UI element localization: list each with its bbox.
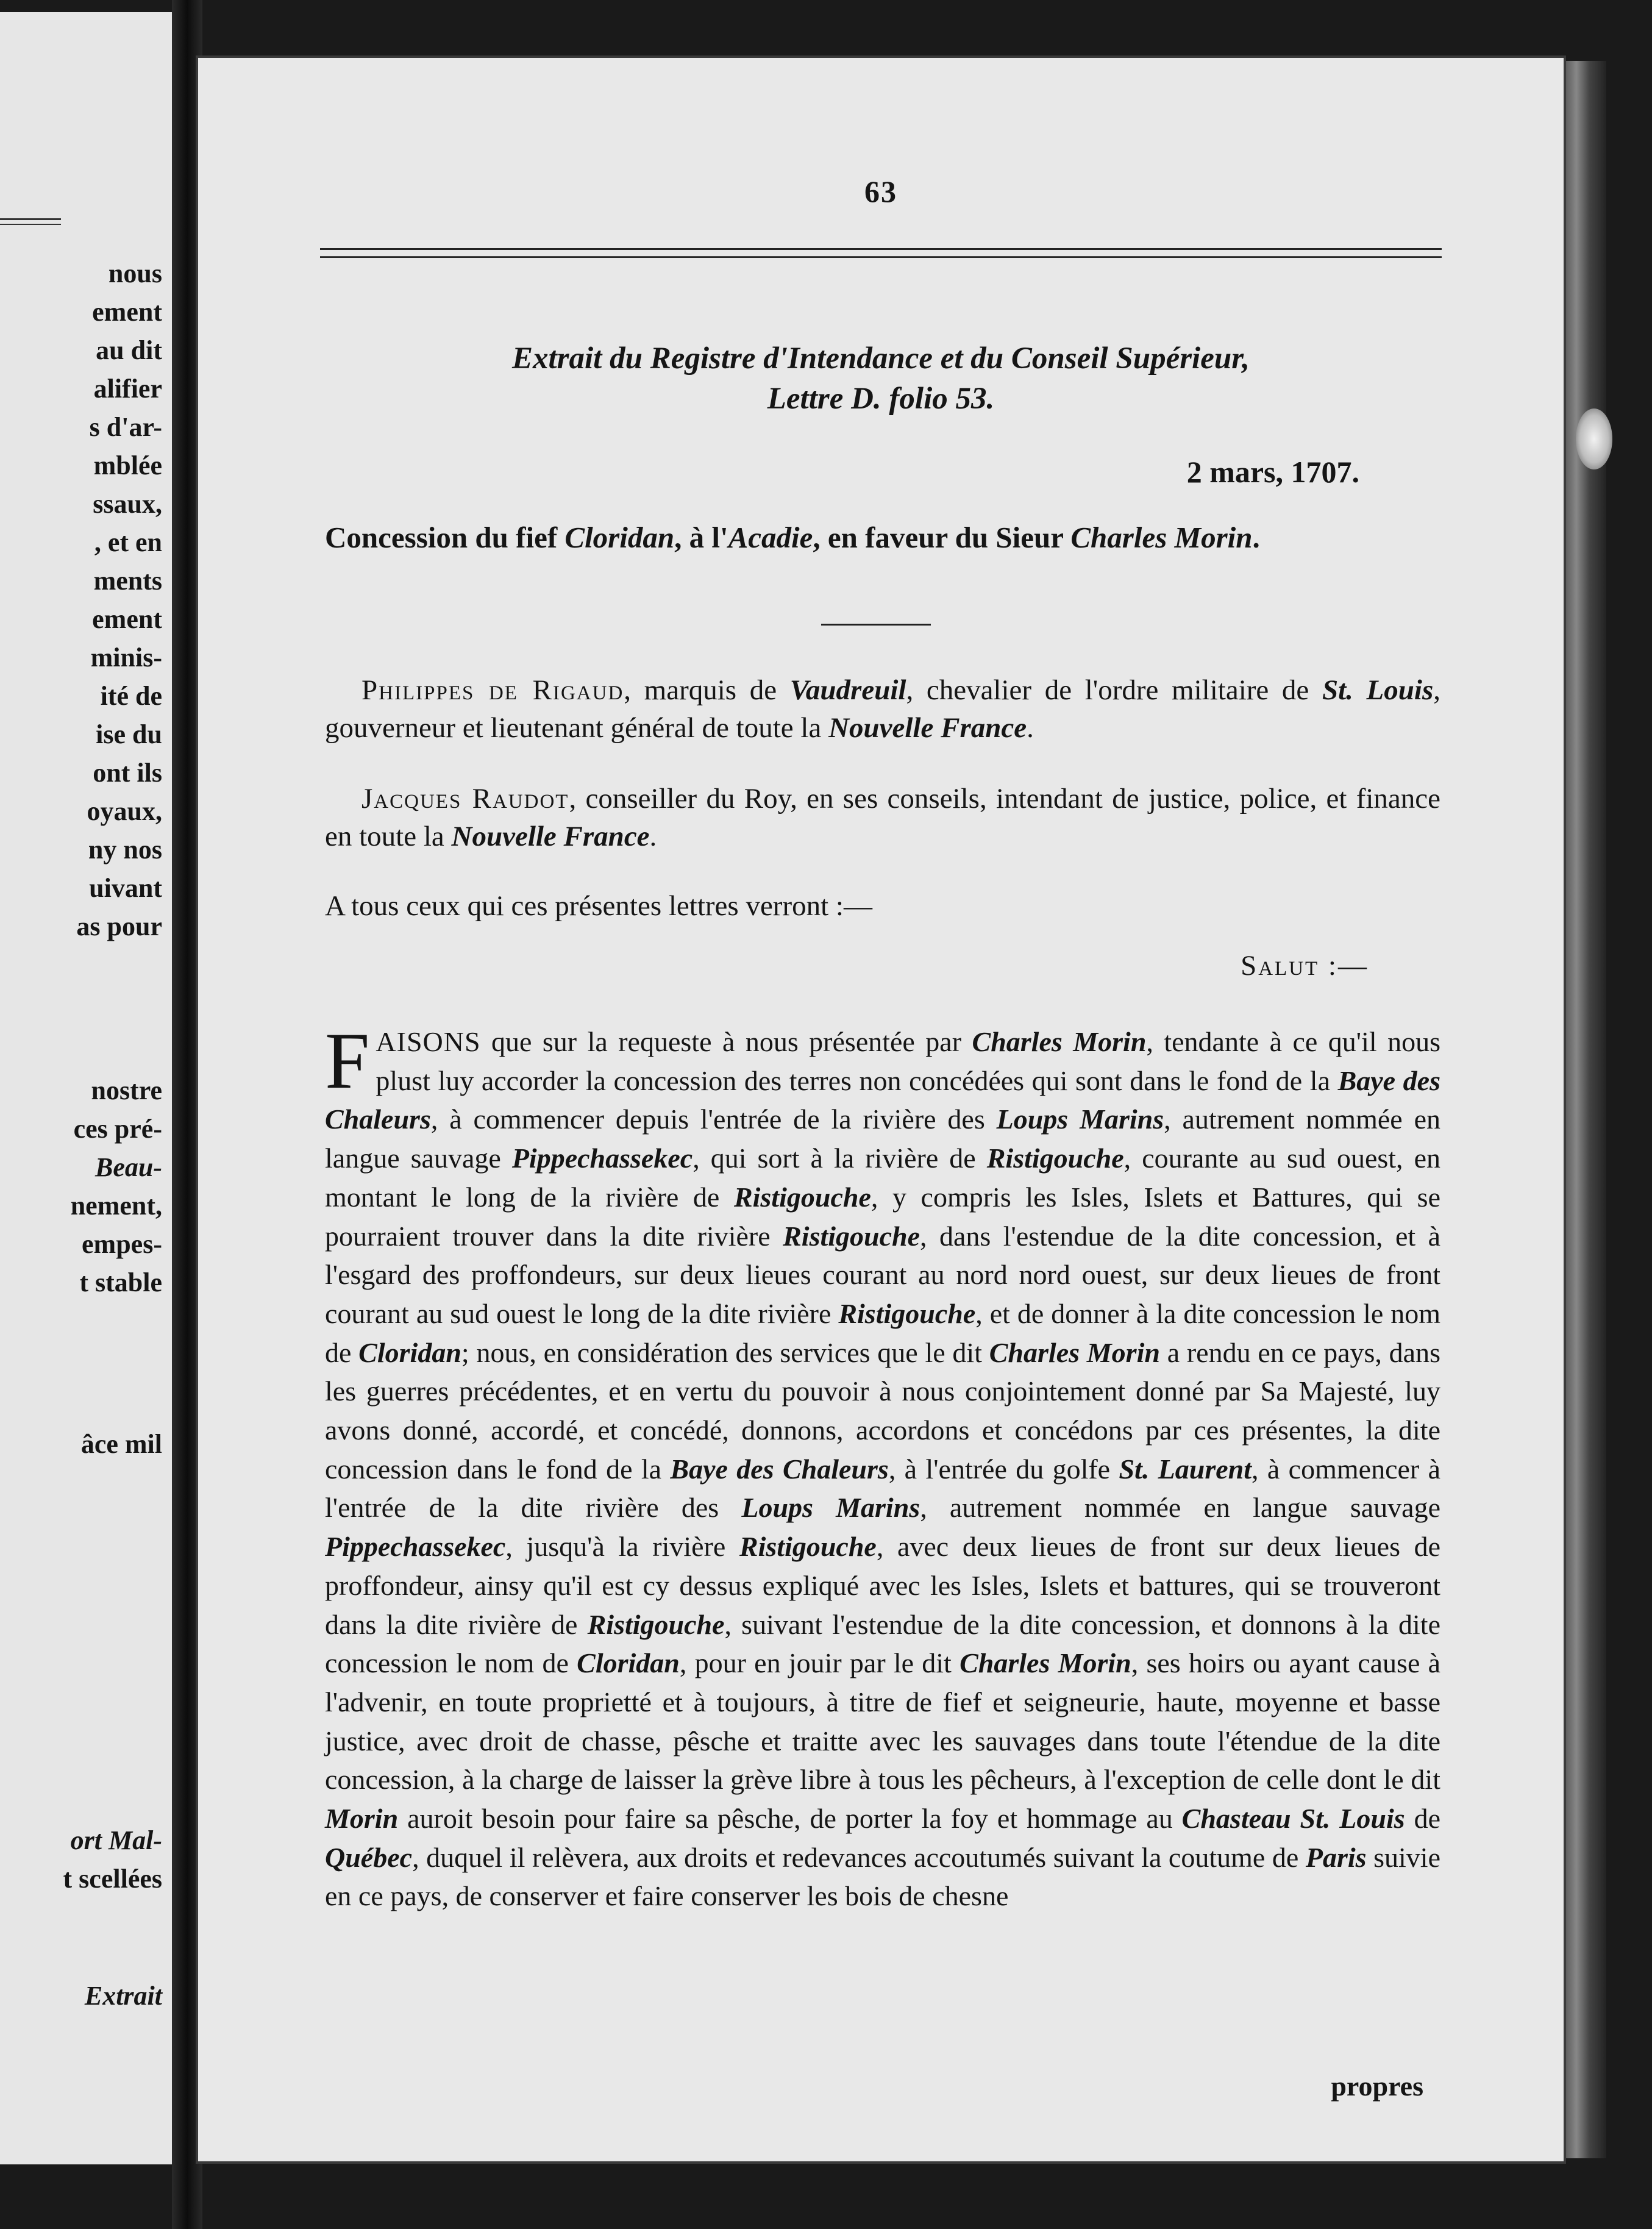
facing-page-fragment: s d'ar- (89, 412, 162, 442)
text-run: a rendu en ce pays, dans les guerres précédentes, et en vertu du pouvoir à nous conjointement donné par Sa Majesté, luy avons donné, accordé, et concédé, donnons, accordons et concédons par ces présentes, la dite concession dans le fond de la (325, 1336, 1440, 1485)
facing-page-fragment: ort Mal- (70, 1825, 162, 1855)
facing-page-fragment: ssaux, (93, 489, 162, 519)
text-run: de (1405, 1803, 1440, 1835)
facing-page-fragment: nostre (91, 1075, 162, 1105)
italic-term: Morin (325, 1803, 399, 1835)
text-run: , avec deux lieues de front sur deux lieues de proffondeur, ainsy qu'il est cy dessus expliqué avec les Isles, Islets et battures, qui se trouveront dans la dite rivière de (325, 1531, 1440, 1640)
facing-page-fragment: empes- (82, 1229, 162, 1259)
italic-term: St. Laurent (1119, 1453, 1252, 1485)
italic-term: Pippechassekec (511, 1143, 693, 1174)
facing-page (0, 12, 172, 2164)
text-run: suivie en ce pays, de conserver et faire conserver les bois de chesne (325, 1841, 1440, 1912)
first-word: AISONS (376, 1026, 481, 1057)
extract-heading (198, 338, 1564, 419)
italic-term: Chasteau St. Louis (1181, 1803, 1405, 1835)
italic-term: Québec (325, 1841, 413, 1873)
text-run: ; nous, en considération des services que le dit (461, 1336, 989, 1368)
facing-page-fragment: t stable (79, 1268, 162, 1297)
italic-term: Ristigouche (986, 1143, 1124, 1174)
text-run: , autrement nommée en langue sauvage (325, 1104, 1440, 1174)
text-run: que sur la requeste à nous présentée par (480, 1026, 972, 1057)
facing-page-fragment: ise du (96, 719, 162, 749)
facing-page-fragment: mblée (93, 451, 162, 480)
text-run: , et de donner à la dite concession le nom de (325, 1297, 1440, 1368)
facing-page-fragment: , et en (94, 527, 162, 557)
facing-page-fragment: âce mil (80, 1429, 162, 1459)
main-page (198, 58, 1564, 2161)
extract-heading-line1: Extrait du Registre d'Intendance et du Conseil Supérieur, (511, 341, 1250, 376)
italic-term: Pippechassekec (325, 1531, 506, 1563)
extract-heading-line2: Lettre D. folio 53. (767, 382, 995, 416)
facing-page-fragment: au dit (96, 335, 162, 365)
text-run: , qui sort à la rivière de (692, 1143, 987, 1174)
italic-term: Loups Marins (741, 1492, 920, 1524)
page-number: 63 (864, 174, 897, 209)
facing-page-fragment: uivant (89, 873, 162, 903)
section-divider (821, 624, 931, 626)
italic-term: Baye des Chaleurs (325, 1065, 1440, 1135)
text-run: , y compris les Isles, Islets et Battures, qui se pourraient trouver dans la dite rivière (325, 1181, 1440, 1252)
italic-term: Paris (1305, 1841, 1367, 1873)
italic-term: Cloridan (358, 1336, 461, 1368)
text-run: , ses hoirs ou ayant cause à l'advenir, en toute proprietté et à toujours, à titre de fief et seigneurie, haute, moyenne et basse justice, avec droit de chasse, pêsche et traitte avec les sauvages dans toute l'étendue de la dite concession, à la charge de laisser la grève libre à tous les pêcheurs, à l'exception de celle dont le dit (325, 1647, 1441, 1796)
italic-term: Charles Morin (960, 1647, 1131, 1679)
facing-page-fragment: nous (108, 259, 162, 288)
italic-term: Ristigouche (783, 1220, 920, 1252)
italic-term: Cloridan (577, 1647, 680, 1679)
paragraph-a-tous: A tous ceux qui ces présentes lettres verront :— (325, 890, 872, 922)
facing-page-fragment: ments (93, 566, 162, 596)
italic-term: Loups Marins (996, 1104, 1164, 1135)
facing-page-fragment: Beau- (95, 1152, 162, 1182)
concession-title: Concession du fief Cloridan, à l'Acadie, en faveur du Sieur Charles Morin. (325, 521, 1260, 554)
italic-term: Baye des Chaleurs (670, 1453, 889, 1485)
main-paragraph-body (325, 1016, 1441, 1912)
facing-page-fragment: minis- (90, 643, 162, 672)
text-run: , autrement nommée en langue sauvage (920, 1492, 1441, 1524)
facing-page-fragment: ont ils (93, 758, 162, 788)
catchword: propres (1331, 2070, 1423, 2102)
document-date: 2 mars, 1707. (1186, 455, 1359, 489)
italic-term: Ristigouche (838, 1297, 976, 1329)
binding-clip (1576, 408, 1612, 469)
text-run: , dans l'estendue de la dite concession, et à l'esgard des proffondeurs, sur deux lieues courant au nord nord ouest, sur deux lieues de front courant au sud ouest le long de la dite rivière (325, 1220, 1441, 1329)
text-run: , jusqu'à la rivière (505, 1531, 739, 1563)
text-run: , pour en jouir par le dit (679, 1647, 960, 1679)
facing-page-fragment: as pour (76, 911, 162, 941)
italic-term: Charles Morin (989, 1336, 1160, 1368)
facing-page-fragment: ement (92, 604, 162, 634)
page-edge (1564, 61, 1606, 2158)
italic-term: Ristigouche (587, 1608, 725, 1640)
facing-page-fragment: ité de (100, 681, 162, 711)
text-run: , tendante à ce qu'il nous plust luy accorder la concession des terres non concédées qui sont dans le fond de la (376, 1026, 1441, 1096)
drop-cap: F (325, 1016, 370, 1105)
salutation: Salut :— (1241, 950, 1369, 982)
text-run: auroit besoin pour faire sa pêsche, de porter la foy et hommage au (398, 1803, 1182, 1835)
facing-page-fragment: nement, (70, 1191, 162, 1221)
text-run: , à l'entrée du golfe (888, 1453, 1119, 1485)
text-run: , suivant l'estendue de la dite concession, et donnons à la dite concession le nom de (325, 1608, 1440, 1679)
facing-page-fragment: t scellées (63, 1864, 162, 1894)
facing-page-fragment: alifier (93, 374, 162, 404)
italic-term: Ristigouche (739, 1531, 877, 1563)
facing-page-fragment: ny nos (88, 835, 162, 865)
facing-page-fragment: oyaux, (87, 796, 162, 826)
text-run: , à commencer depuis l'entrée de la rivière des (430, 1104, 997, 1135)
italic-term: Charles Morin (972, 1026, 1147, 1057)
facing-page-fragment: Extrait (84, 1981, 162, 2011)
facing-page-fragment: ement (92, 297, 162, 327)
text-run: , courante au sud ouest, en montant le long de la rivière de (325, 1143, 1440, 1213)
italic-term: Ristigouche (733, 1181, 871, 1213)
header-rule (320, 248, 1442, 258)
paragraph-philippe: Philippes de Rigaud, marquis de Vaudreuil, chevalier de l'ordre militaire de St. Louis, gouverneur et lieutenant général de toute la Nouvelle France. (325, 674, 1440, 744)
paragraph-jacques: Jacques Raudot, conseiller du Roy, en ses conseils, intendant de justice, police, et finance en toute la Nouvelle France. (325, 783, 1441, 852)
main-paragraph (325, 1016, 1441, 1916)
facing-page-rule (0, 218, 61, 225)
text-run: , duquel il relèvera, aux droits et redevances accoutumés suivant la coutume de (412, 1841, 1306, 1873)
text-run: , à commencer à l'entrée de la dite rivière des (325, 1453, 1440, 1524)
facing-page-fragment: ces pré- (73, 1114, 162, 1144)
